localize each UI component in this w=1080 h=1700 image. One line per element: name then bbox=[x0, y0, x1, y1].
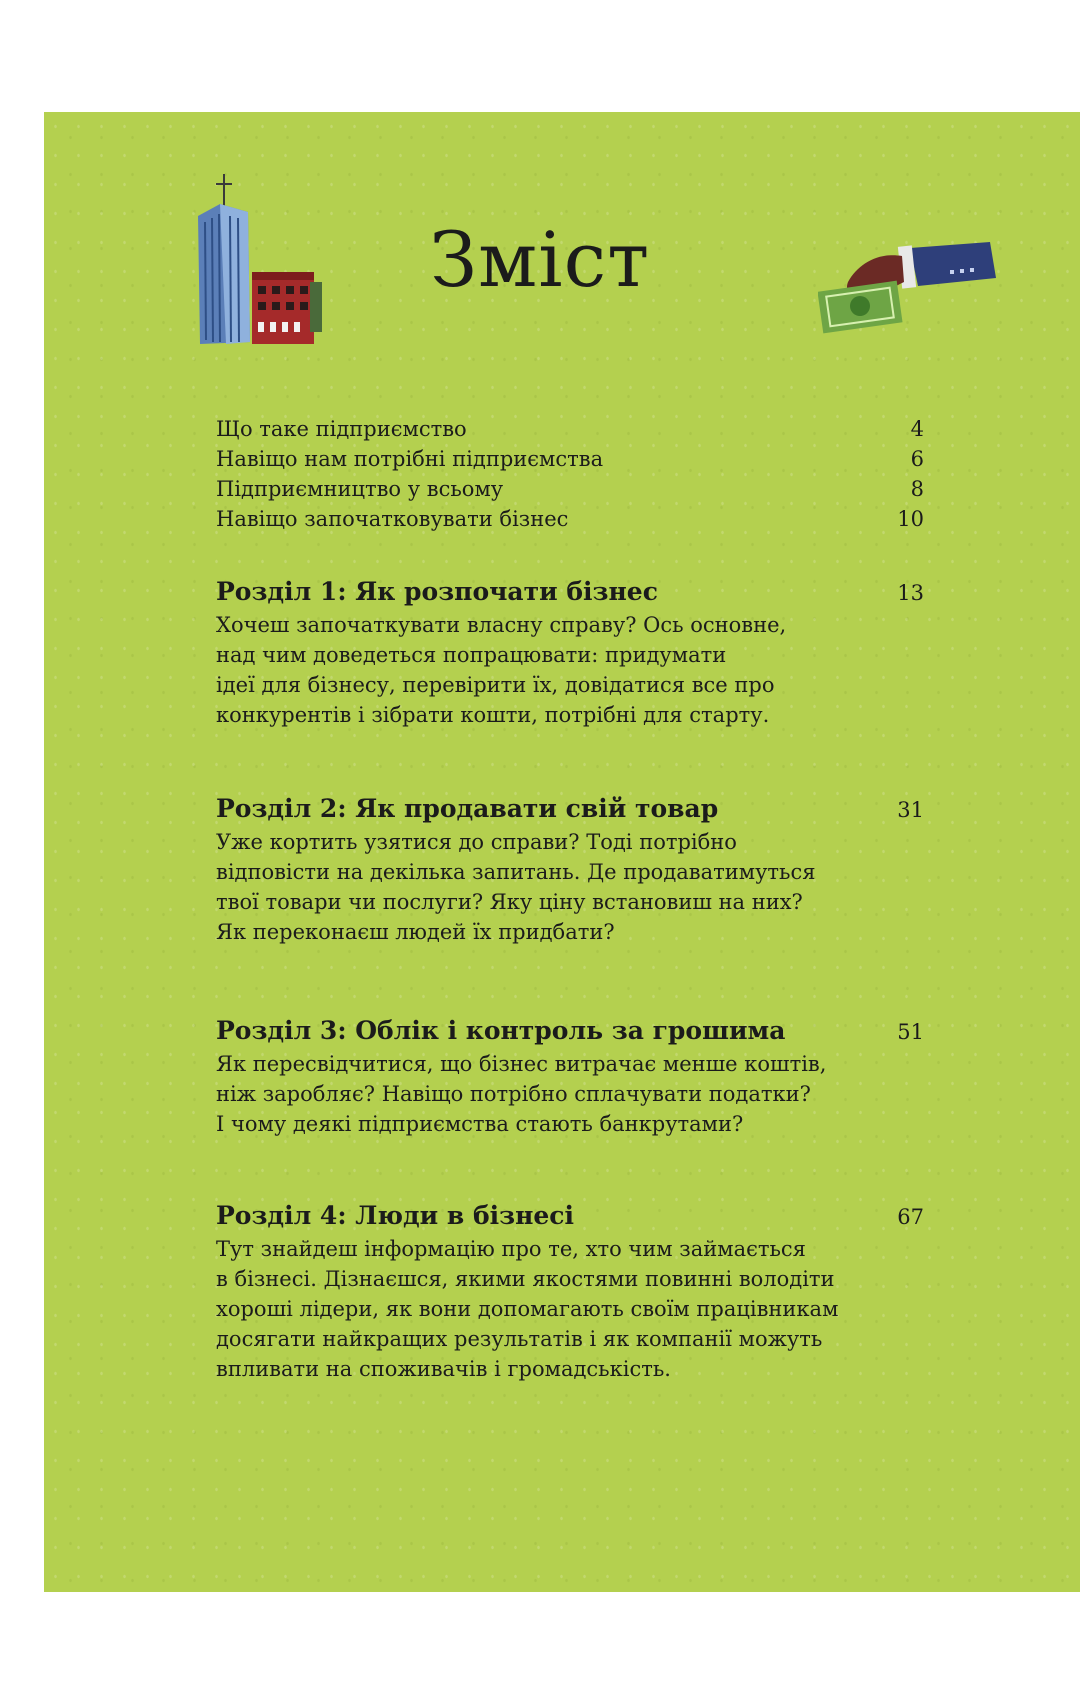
description-line: ідеї для бізнесу, перевірити їх, довідатися все про bbox=[216, 673, 775, 697]
description-line: Як пересвідчитися, що бізнес витрачає менше коштів, bbox=[216, 1052, 827, 1076]
toc-entry-page: 6 bbox=[910, 447, 924, 471]
toc-entry-label: Що таке підприємство bbox=[216, 417, 467, 441]
chapter-heading[interactable] bbox=[216, 1014, 924, 1049]
chapter-page: 13 bbox=[897, 581, 924, 605]
description-line: впливати на споживачів і громадськість. bbox=[216, 1357, 671, 1381]
description-line: хороші лідери, як вони допомагають своїм працівникам bbox=[216, 1297, 839, 1321]
chapter-description bbox=[216, 1049, 856, 1139]
description-line: над чим доведеться попрацювати: придумати bbox=[216, 643, 727, 667]
description-line: досягати найкращих результатів і як компанії можуть bbox=[216, 1327, 823, 1351]
chapter-heading[interactable] bbox=[216, 792, 924, 827]
page-title: Зміст bbox=[429, 215, 651, 304]
chapter-2 bbox=[216, 792, 924, 947]
toc-entry-label: Навіщо започатковувати бізнес bbox=[216, 507, 569, 531]
chapter-title: Розділ 3: Облік і контроль за грошима bbox=[216, 1016, 786, 1045]
toc-entry-page: 4 bbox=[910, 417, 924, 441]
toc-entry-page: 10 bbox=[897, 507, 924, 531]
description-line: конкурентів і зібрати кошти, потрібні для старту. bbox=[216, 703, 770, 727]
description-line: Як переконаєш людей їх придбати? bbox=[216, 920, 615, 944]
chapter-page: 31 bbox=[897, 798, 924, 822]
toc-entry[interactable] bbox=[216, 474, 924, 504]
chapter-1 bbox=[216, 575, 924, 730]
toc-entry-page: 8 bbox=[910, 477, 924, 501]
chapter-title: Розділ 2: Як продавати свій товар bbox=[216, 794, 719, 823]
chapter-page: 67 bbox=[897, 1205, 924, 1229]
description-line: відповісти на декілька запитань. Де продаватимуться bbox=[216, 860, 816, 884]
hand-with-money-illustration bbox=[818, 242, 1008, 342]
toc-entry[interactable] bbox=[216, 504, 924, 534]
chapter-title: Розділ 4: Люди в бізнесі bbox=[216, 1201, 575, 1230]
chapter-heading[interactable] bbox=[216, 1199, 924, 1234]
description-line: ніж заробляє? Навіщо потрібно сплачувати податки? bbox=[216, 1082, 811, 1106]
toc-entry-label: Підприємництво у всьому bbox=[216, 477, 504, 501]
chapter-4 bbox=[216, 1199, 924, 1384]
description-line: Хочеш започаткувати власну справу? Ось основне, bbox=[216, 613, 787, 637]
chapter-description bbox=[216, 610, 816, 730]
toc-entry[interactable] bbox=[216, 414, 924, 444]
chapter-description bbox=[216, 827, 856, 947]
description-line: твої товари чи послуги? Яку ціну встановиш на них? bbox=[216, 890, 803, 914]
description-line: в бізнесі. Дізнаєшся, якими якостями повинні володіти bbox=[216, 1267, 835, 1291]
toc-entry-label: Навіщо нам потрібні підприємства bbox=[216, 447, 604, 471]
description-line: Уже кортить узятися до справи? Тоді потрібно bbox=[216, 830, 737, 854]
toc-entry[interactable] bbox=[216, 444, 924, 474]
chapter-description bbox=[216, 1234, 856, 1384]
chapter-heading[interactable] bbox=[216, 575, 924, 610]
chapter-page: 51 bbox=[897, 1020, 924, 1044]
intro-list bbox=[216, 414, 924, 534]
description-line: І чому деякі підприємства стають банкрутами? bbox=[216, 1112, 744, 1136]
chapter-3 bbox=[216, 1014, 924, 1139]
description-line: Тут знайдеш інформацію про те, хто чим займається bbox=[216, 1237, 806, 1261]
chapter-title: Розділ 1: Як розпочати бізнес bbox=[216, 577, 658, 606]
